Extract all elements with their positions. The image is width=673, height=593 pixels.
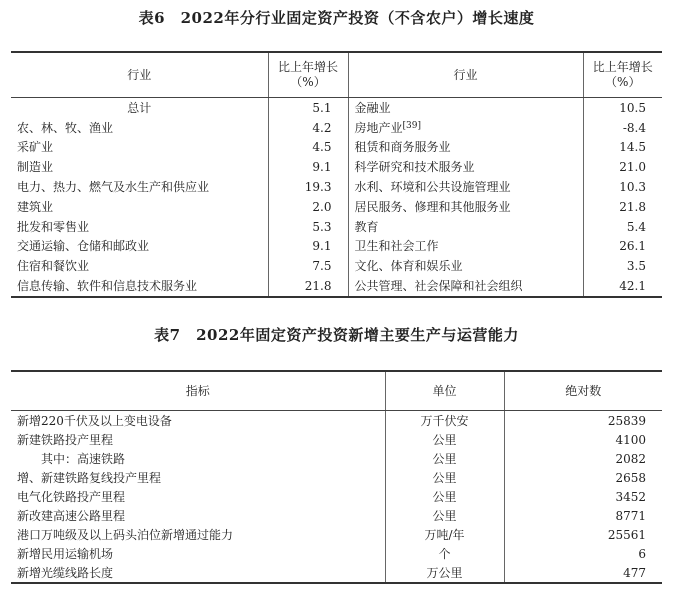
absolute-value: 2082 — [504, 449, 662, 468]
indicator-name: 增、新建铁路复线投产里程 — [17, 470, 162, 485]
growth-value: 26.1 — [583, 237, 662, 257]
industry-name-text: 水利、环境和公共设施管理业 — [354, 180, 511, 195]
table6-row — [11, 197, 662, 217]
table7-row — [11, 449, 662, 468]
header-growth-left — [268, 52, 348, 98]
header-growth-unit: （%） — [605, 75, 641, 89]
header-industry-right: 行业 — [348, 52, 583, 98]
header-growth-right — [583, 52, 662, 98]
growth-value: 2.0 — [268, 197, 348, 217]
header-unit: 单位 — [385, 371, 504, 411]
absolute-value: 3452 — [504, 487, 662, 506]
industry-name: 交通运输、仓储和邮政业 — [17, 239, 150, 254]
industry-name: 住宿和餐饮业 — [17, 259, 90, 274]
industry-name-text: 居民服务、修理和其他服务业 — [354, 199, 511, 214]
table7-row — [11, 468, 662, 487]
footnote-ref: [39] — [402, 120, 421, 131]
growth-value: 4.2 — [268, 118, 348, 138]
header-industry-left: 行业 — [11, 52, 268, 98]
table7-title: 表7 2022年固定资产投资新增主要生产与运营能力 — [154, 326, 519, 344]
industry-name: 信息传输、软件和信息技术服务业 — [17, 279, 198, 294]
header-growth-label: 比上年增长 — [592, 60, 653, 74]
growth-value: 21.0 — [583, 157, 662, 177]
industry-name — [348, 197, 583, 217]
header-growth-unit: （%） — [290, 75, 326, 89]
table7-row — [11, 525, 662, 544]
indicator-name: 港口万吨级及以上码头泊位新增通过能力 — [17, 527, 234, 542]
industry-name: 批发和零售业 — [17, 219, 90, 234]
growth-value: 5.1 — [268, 98, 348, 118]
growth-value: 9.1 — [268, 237, 348, 257]
growth-value: 10.3 — [583, 177, 662, 197]
table6-header-row — [11, 52, 662, 98]
table6-row — [11, 98, 662, 118]
indicator-name: 新增光缆线路长度 — [17, 565, 114, 580]
header-absolute-value: 绝对数 — [504, 371, 662, 411]
industry-name-text: 文化、体育和娱乐业 — [354, 259, 463, 274]
industry-name — [348, 177, 583, 197]
table6-row — [11, 138, 662, 158]
growth-value: 4.5 — [268, 138, 348, 158]
table6-row — [11, 177, 662, 197]
unit: 公里 — [385, 468, 504, 487]
industry-name: 制造业 — [17, 160, 54, 175]
growth-value: 5.4 — [583, 217, 662, 237]
indicator-name: 新改建高速公路里程 — [17, 508, 126, 523]
unit: 公里 — [385, 487, 504, 506]
unit: 公里 — [385, 506, 504, 525]
unit: 万千伏安 — [385, 411, 504, 431]
absolute-value: 477 — [504, 563, 662, 583]
industry-name — [348, 217, 583, 237]
industry-name: 电力、热力、燃气及水生产和供应业 — [17, 180, 210, 195]
industry-name-text: 公共管理、社会保障和社会组织 — [354, 279, 523, 294]
growth-value: 9.1 — [268, 157, 348, 177]
absolute-value: 4100 — [504, 430, 662, 449]
table6-row — [11, 118, 662, 138]
industry-name — [348, 237, 583, 257]
industry-name — [348, 118, 583, 138]
indicator-name: 新增220千伏及以上变电设备 — [17, 413, 172, 428]
absolute-value: 25561 — [504, 525, 662, 544]
industry-name-text: 教育 — [354, 219, 379, 234]
total-label: 总计 — [127, 100, 152, 115]
table7-new-capacity — [11, 370, 662, 584]
table6-row — [11, 217, 662, 237]
industry-name-text: 房地产业 — [354, 120, 403, 135]
table7-row — [11, 563, 662, 583]
unit: 个 — [385, 544, 504, 563]
industry-name — [348, 256, 583, 276]
unit: 公里 — [385, 449, 504, 468]
table7-row — [11, 544, 662, 563]
growth-value: 19.3 — [268, 177, 348, 197]
industry-name-text: 金融业 — [354, 100, 391, 115]
growth-value: -8.4 — [583, 118, 662, 138]
industry-name-text: 卫生和社会工作 — [354, 239, 439, 254]
industry-name: 农、林、牧、渔业 — [17, 120, 114, 135]
industry-name — [348, 98, 583, 118]
indicator-name: 电气化铁路投产里程 — [17, 489, 126, 504]
industry-name-text: 租赁和商务服务业 — [354, 140, 451, 155]
table6-growth-by-industry — [11, 51, 662, 298]
table7-row — [11, 506, 662, 525]
industry-name-text: 科学研究和技术服务业 — [354, 160, 475, 175]
growth-value: 21.8 — [268, 276, 348, 297]
industry-name — [348, 157, 583, 177]
growth-value: 3.5 — [583, 256, 662, 276]
table6-row — [11, 237, 662, 257]
table7-row — [11, 411, 662, 431]
growth-value: 5.3 — [268, 217, 348, 237]
growth-value: 10.5 — [583, 98, 662, 118]
header-growth-label: 比上年增长 — [277, 60, 338, 74]
header-indicator: 指标 — [11, 371, 385, 411]
indicator-name: 新建铁路投产里程 — [17, 432, 114, 447]
growth-value: 7.5 — [268, 256, 348, 276]
table7-row — [11, 487, 662, 506]
growth-value: 42.1 — [583, 276, 662, 297]
table6-row — [11, 157, 662, 177]
growth-value: 14.5 — [583, 138, 662, 158]
industry-name — [348, 138, 583, 158]
indicator-name: 新增民用运输机场 — [17, 546, 114, 561]
absolute-value: 2658 — [504, 468, 662, 487]
unit: 公里 — [385, 430, 504, 449]
table6-row — [11, 276, 662, 297]
absolute-value: 6 — [504, 544, 662, 563]
table6-title: 表6 2022年分行业固定资产投资（不含农户）增长速度 — [138, 9, 535, 27]
growth-value: 21.8 — [583, 197, 662, 217]
indicator-name: 其中：高速铁路 — [41, 451, 126, 466]
table7-header-row — [11, 371, 662, 411]
industry-name: 采矿业 — [17, 140, 54, 155]
unit: 万吨/年 — [385, 525, 504, 544]
industry-name: 建筑业 — [17, 199, 54, 214]
table6-row — [11, 256, 662, 276]
unit: 万公里 — [385, 563, 504, 583]
table7-row — [11, 430, 662, 449]
absolute-value: 25839 — [504, 411, 662, 431]
industry-name — [348, 276, 583, 297]
absolute-value: 8771 — [504, 506, 662, 525]
